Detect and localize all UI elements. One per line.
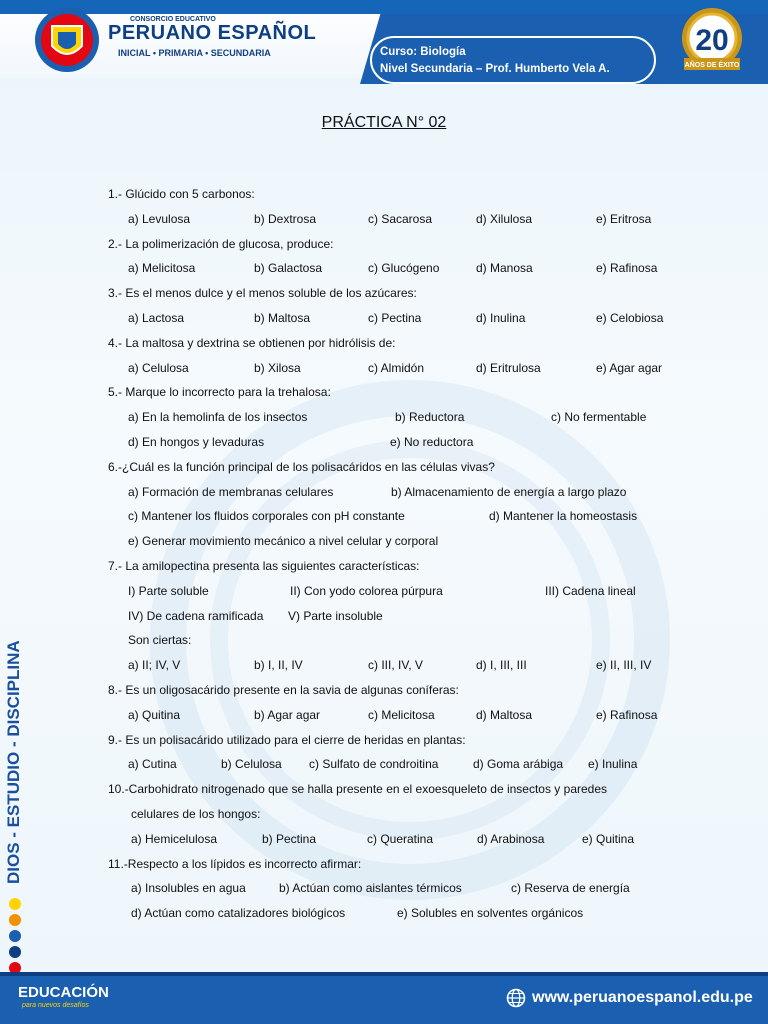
answer-option: a) Melicitosa [128,261,196,276]
option-row [108,802,708,827]
question-text: 4.- La maltosa y dextrina se obtienen por hidrólisis de: [108,335,396,350]
page-header [0,0,768,78]
answer-option: c) III, IV, V [368,658,423,673]
anniversary-badge-icon [670,4,754,78]
answer-option: a) Formación de membranas celulares [128,484,334,499]
brand-levels: INICIAL • PRIMARIA • SECUNDARIA [118,48,271,58]
header-top-bar [0,0,768,14]
answer-option: c) Pectina [368,310,422,325]
answer-option: c) Reserva de energía [511,881,630,896]
question-list [108,182,708,926]
answer-option: c) Melicitosa [368,707,435,722]
question-text: 3.- Es el menos dulce y el menos soluble de los azúcares: [108,286,417,301]
answer-option: b) Galactosa [254,261,323,276]
option-row [108,876,708,901]
answer-option: d) Maltosa [476,707,533,722]
option-row [108,579,708,604]
question-text: 2.- La polimerización de glucosa, produce: [108,236,334,251]
answer-option: b) Maltosa [254,310,311,325]
answer-option: e) Agar agar [596,360,663,375]
answer-option: Son ciertas: [128,633,192,648]
answer-option: e) Solubles en solventes orgánicos [397,906,584,921]
answer-option: V) Parte insoluble [288,608,383,623]
vertical-slogan: DIOS - ESTUDIO - DISCIPLINA [4,640,23,884]
option-row [108,827,708,852]
answer-option: c) Almidón [368,360,425,375]
answer-option: d) Goma arábiga [473,757,564,772]
answer-option: I) Parte soluble [128,583,209,598]
globe-icon [506,988,526,1008]
answer-option: a) Celulosa [128,360,189,375]
answer-option: b) I, II, IV [254,658,303,673]
answer-option: a) Insolubles en agua [131,881,246,896]
badge-text: AÑOS DE ÉXITO [684,62,740,69]
answer-option: c) Sacarosa [368,211,433,226]
question-text: 1.- Glúcido con 5 carbonos: [108,187,255,201]
answer-option: a) Cutina [128,757,177,772]
option-row [108,306,708,331]
answer-option: e) Inulina [588,757,638,772]
answer-option: c) Queratina [367,831,434,846]
option-row [108,480,708,505]
answer-option: b) Pectina [262,831,317,846]
answer-option: e) No reductora [390,434,474,449]
answer-option: e) Quitina [582,831,635,846]
answer-option: b) Dextrosa [254,211,317,226]
answer-option: e) Eritrosa [596,211,652,226]
color-dot [9,946,21,958]
color-dots [9,898,21,978]
color-dot [9,898,21,910]
answer-option: d) Mantener la homeostasis [489,509,638,524]
answer-option: d) Xilulosa [476,211,533,226]
answer-option: a) Quitina [128,707,181,722]
answer-option: d) Inulina [476,310,526,325]
option-row [108,504,708,529]
answer-option: a) Hemicelulosa [131,831,218,846]
answer-option: d) Arabinosa [477,831,545,846]
color-dot [9,914,21,926]
answer-option: b) Xilosa [254,360,301,375]
answer-option: b) Celulosa [221,757,282,772]
answer-option: IV) De cadena ramificada [128,608,264,623]
option-row [108,604,708,629]
answer-option: a) Lactosa [128,310,185,325]
option-row [108,703,708,728]
footer-education-tagline: para nuevos desafíos [22,1002,89,1009]
answer-option: b) Reductora [395,410,465,425]
option-row [108,356,708,381]
answer-option: d) Actúan como catalizadores biológicos [131,906,346,921]
answer-option: a) II; IV, V [128,658,181,673]
footer-website[interactable] [506,988,753,1008]
question-text: 11.-Respecto a los lípidos es incorrecto afirmar: [108,856,362,871]
answer-option: e) Generar movimiento mecánico a nivel celular y corporal [128,534,439,549]
answer-option: III) Cadena lineal [545,583,636,598]
option-row [108,529,708,554]
color-dot [9,930,21,942]
question-text: 10.-Carbohidrato nitrogenado que se halla presente en el exoesqueleto de insectos y paredes [108,782,608,797]
answer-option: celulares de los hongos: [131,806,261,821]
question-text: 9.- Es un polisacárido utilizado para el cierre de heridas en plantas: [108,732,466,747]
answer-option: e) Rafinosa [596,261,658,276]
answer-option: c) Glucógeno [368,261,440,276]
option-row [108,430,708,455]
answer-option: b) Agar agar [254,707,321,722]
page-title: PRÁCTICA N° 02 [321,114,447,131]
answer-option: c) Sulfato de condroitina [309,757,439,772]
question-text: 8.- Es un oligosacárido presente en la savia de algunas coníferas: [108,682,459,697]
answer-option: a) En la hemolinfa de los insectos [128,410,308,425]
website-link[interactable]: www.peruanoespanol.edu.pe [532,989,753,1006]
answer-option: II) Con yodo colorea púrpura [290,583,443,598]
course-info-box [370,36,656,84]
answer-option: b) Actúan como aislantes térmicos [279,881,462,896]
option-row [108,628,708,653]
option-row [108,901,708,926]
answer-option: d) Eritrulosa [476,360,541,375]
answer-option: e) Celobiosa [596,310,664,325]
answer-option: d) En hongos y levaduras [128,434,265,449]
question-text: 5.- Marque lo incorrecto para la trehalosa: [108,385,331,400]
answer-option: e) II, III, IV [596,658,652,673]
school-logo-icon [30,6,104,74]
badge-number: 20 [695,24,729,57]
course-level-teacher: Nivel Secundaria – Prof. Humberto Vela A. [380,63,610,75]
option-row [108,752,708,777]
answer-option: c) No fermentable [551,410,647,425]
question-text: 6.-¿Cuál es la función principal de los polisacáridos en las células vivas? [108,459,495,474]
brand-name: PERUANO ESPAÑOL [108,22,317,44]
option-row [108,653,708,678]
brand-consortium-label: CONSORCIO EDUCATIVO [130,16,216,23]
answer-option: c) Mantener los fluidos corporales con pH constante [128,509,405,524]
question-text: 7.- La amilopectina presenta las siguientes características: [108,558,420,573]
answer-option: d) I, III, III [476,658,527,673]
answer-option: d) Manosa [476,261,533,276]
answer-option: b) Almacenamiento de energía a largo plazo [391,484,627,499]
option-row [108,405,708,430]
answer-option: a) Levulosa [128,211,191,226]
answer-option: e) Rafinosa [596,707,658,722]
course-name: Curso: Biología [380,46,466,58]
option-row [108,256,708,281]
footer-education-label: EDUCACIÓN [18,984,109,1001]
option-row [108,207,708,232]
